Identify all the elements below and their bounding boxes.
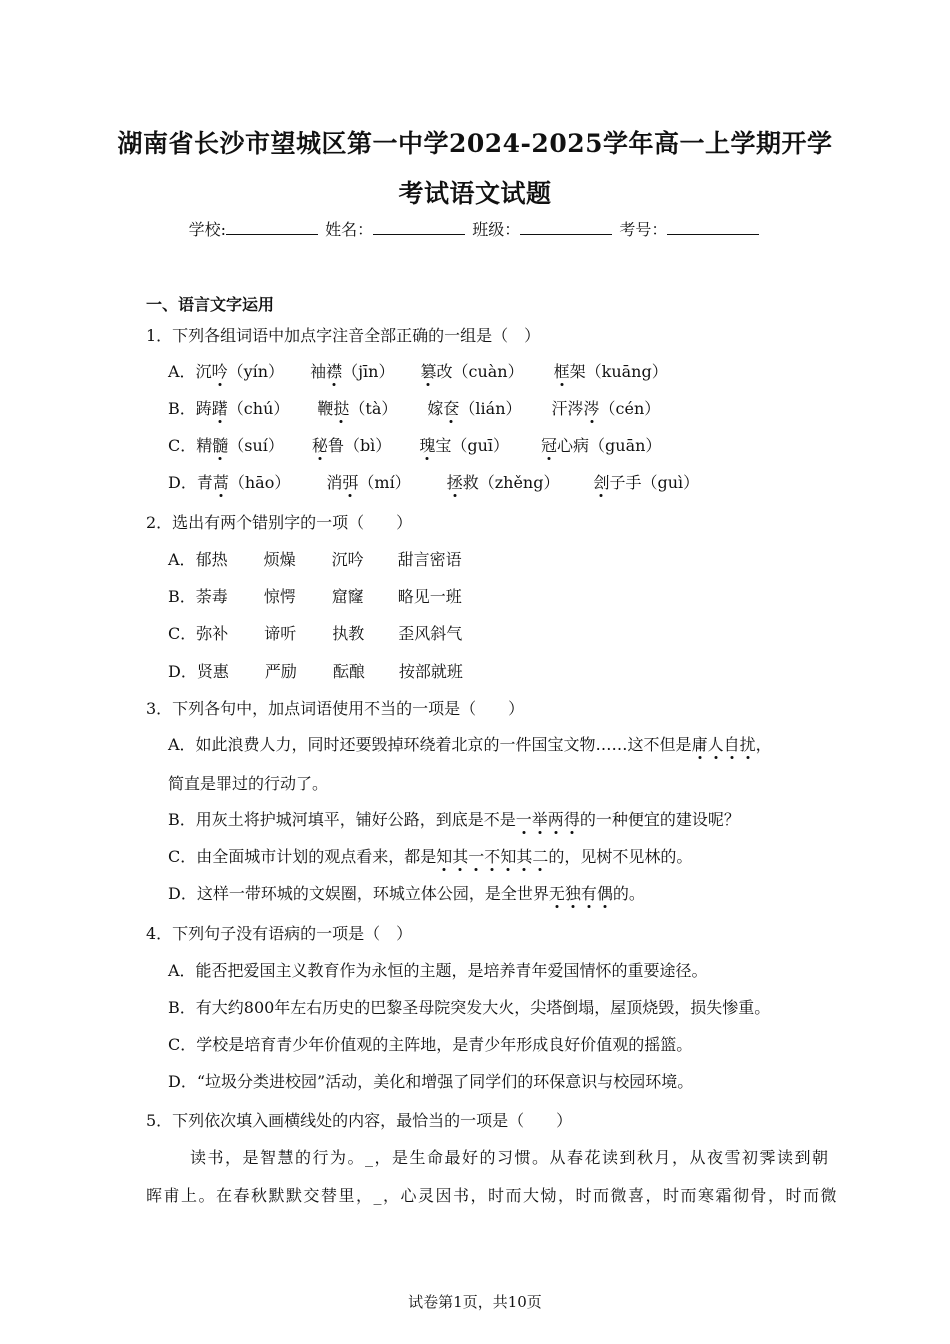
number-blank[interactable] [667, 220, 759, 235]
q3-c-dotted-phrase: 知其一不知其二 [436, 847, 549, 866]
q2-option-d: D．贤惠 严励 酝酿 按部就班 [168, 662, 463, 681]
q1-option-c: C．精髓（suí） 秘鲁（bì） 瑰宝（guī） 冠心病（guān） [168, 436, 662, 455]
exam-title-line2: 考试语文试题 [398, 179, 552, 208]
q4-option-d: D．“垃圾分类进校园”活动，美化和增强了同学们的环保意识与校园环境。 [168, 1072, 694, 1091]
q3-stem: 3．下列各句中，加点词语使用不当的一项是（ ） [146, 699, 525, 718]
exam-title-line1: 湖南省长沙市望城区第一中学2024-2025学年高一上学期开学 [117, 129, 833, 158]
q5-passage-line2: 晖甫上。在春秋默默交替里，_，心灵因书，时而大恸，时而微喜，时而寒霜彻骨，时而微 [146, 1186, 839, 1205]
q3-a-dotted-phrase: 庸人自扰 [691, 735, 756, 754]
q1-option-a: A．沉吟（yín） 袖襟（jīn） 篡改（cuàn） 框架（kuāng） [168, 362, 668, 381]
class-blank[interactable] [520, 220, 612, 235]
q2-option-b: B．荼毒 惊愕 窟窿 略见一班 [168, 587, 462, 606]
q4-option-a: A．能否把爱国主义教育作为永恒的主题，是培养青年爱国情怀的重要途径。 [168, 961, 708, 980]
q3-option-c: C．由全面城市计划的观点看来，都是知其一不知其二的，见树不见林的。 [168, 847, 693, 866]
q2-option-c: C．弥补 谛听 执教 歪风斜气 [168, 624, 463, 643]
name-label: 姓名： [325, 220, 374, 239]
q4-stem: 4．下列句子没有语病的一项是（ ） [146, 924, 413, 943]
school-label: 学校: [188, 220, 227, 239]
school-blank[interactable] [226, 220, 318, 235]
class-label: 班级： [472, 220, 521, 239]
q5-stem: 5．下列依次填入画横线处的内容，最恰当的一项是（ ） [146, 1111, 573, 1130]
q3-option-a: A．如此浪费人力，同时还要毁掉环绕着北京的一件国宝文物……这不但是庸人自扰， [168, 735, 772, 754]
q1-option-d: D．青蒿（hāo） 消弭（mí） 拯救（zhěng） 刽子手（guì） [168, 473, 700, 492]
q3-option-d: D．这样一带环城的文娱圈，环城立体公园，是全世界无独有偶的。 [168, 884, 645, 903]
q3-d-dotted-phrase: 无独有偶 [548, 884, 613, 903]
q1-stem: 1．下列各组词语中加点字注音全部正确的一组是（ ） [146, 326, 541, 345]
page-footer: 试卷第1页，共10页 [408, 1293, 542, 1311]
student-info-row [0, 217, 950, 240]
q5-passage-line1: 读书，是智慧的行为。_，是生命最好的习惯。从春花读到秋月，从夜雪初霁读到朝 [190, 1148, 830, 1167]
q4-option-c: C．学校是培育青少年价值观的主阵地，是青少年形成良好价值观的摇篮。 [168, 1035, 693, 1054]
q2-stem: 2．选出有两个错别字的一项（ ） [146, 513, 413, 532]
number-label: 考号： [619, 220, 668, 239]
q1-option-b: B．踌躇（chú） 鞭挞（tà） 嫁奁（lián） 汗涔涔（cén） [168, 399, 661, 418]
section-heading: 一、语言文字运用 [146, 295, 275, 314]
q3-option-b: B．用灰土将护城河填平，铺好公路，到底是不是一举两得的一种便宜的建设呢？ [168, 810, 740, 829]
q3-option-a-cont: 简直是罪过的行动了。 [168, 774, 329, 793]
q4-option-b: B．有大约800年左右历史的巴黎圣母院突发大火，尖塔倒塌，屋顶烧毁，损失惨重。 [168, 998, 771, 1017]
name-blank[interactable] [373, 220, 465, 235]
q2-option-a: A．郁热 烦燥 沉吟 甜言密语 [168, 550, 462, 569]
q3-b-dotted-phrase: 一举两得 [515, 810, 580, 829]
